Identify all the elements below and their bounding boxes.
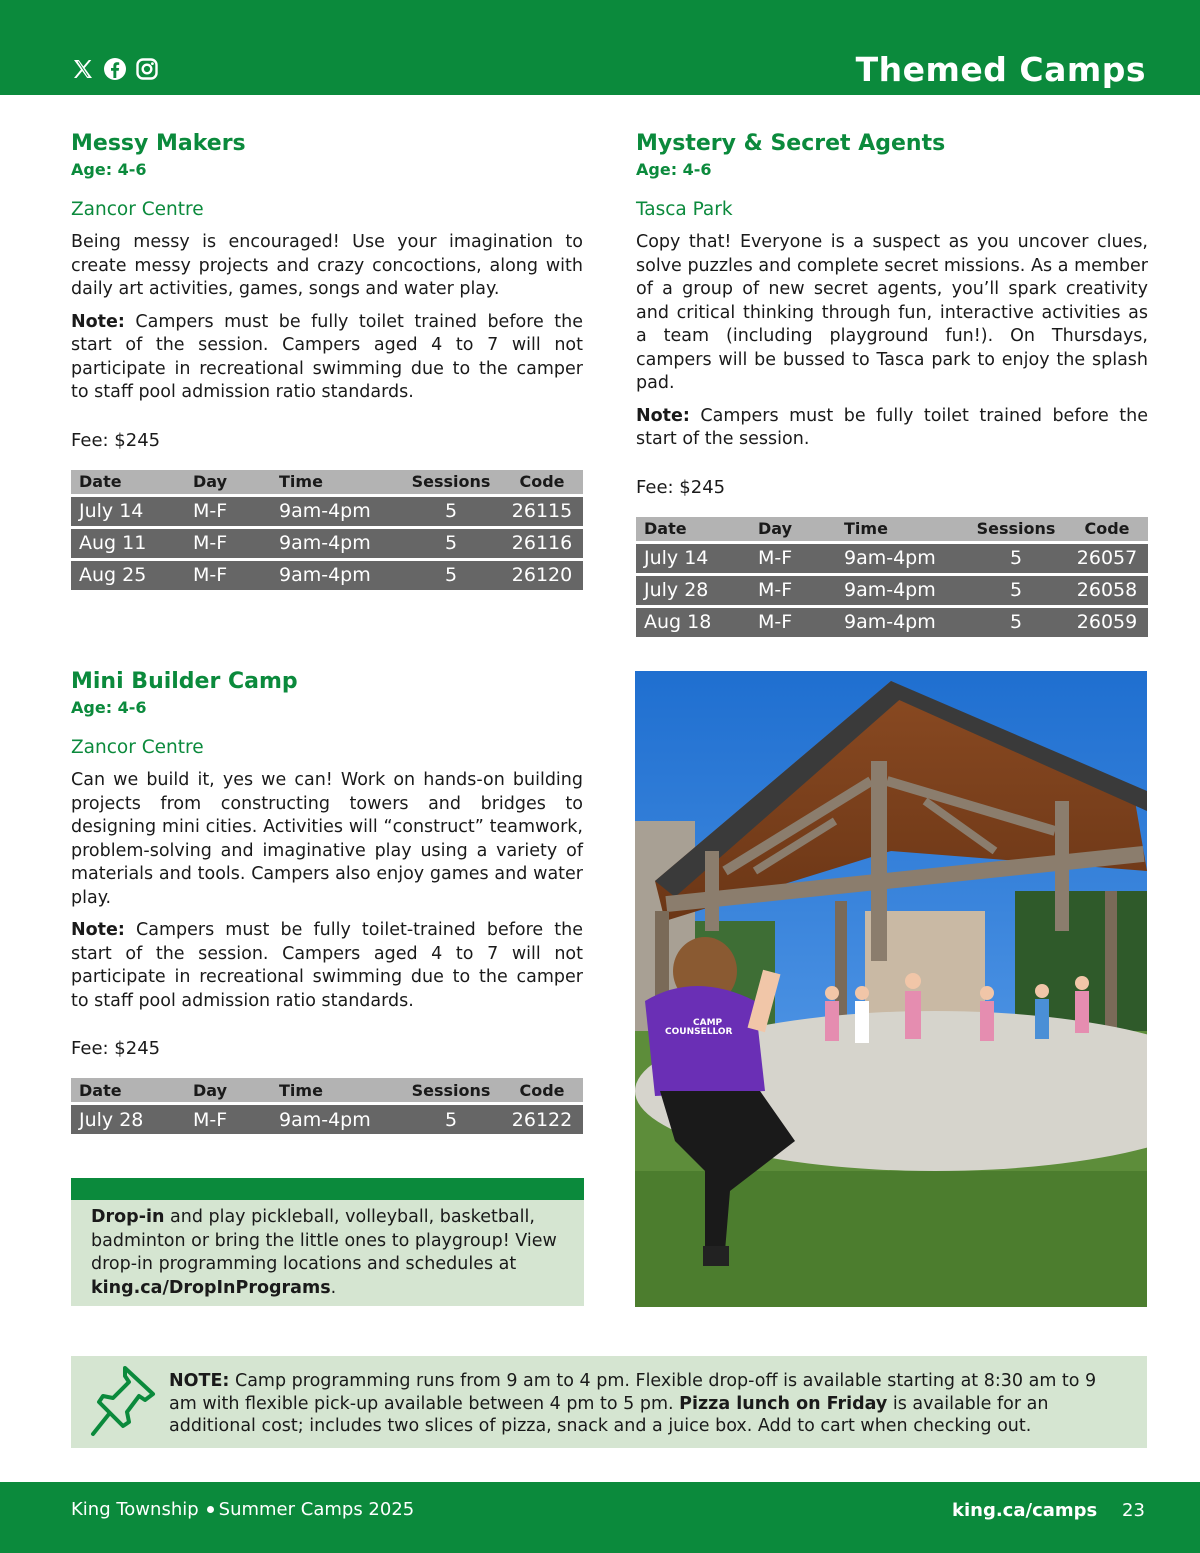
cell-time: 9am-4pm bbox=[836, 608, 966, 637]
cell-day: M-F bbox=[750, 608, 836, 637]
camp-messy-makers bbox=[71, 130, 583, 593]
note-text: Campers must be fully toilet-trained before the start of the session. Campers aged 4 to 7 will not participate in recreational swimming due to the camper to staff pool admission ratio standards. bbox=[71, 920, 583, 1011]
camp-age: Age: 4-6 bbox=[71, 698, 147, 717]
note-text: Campers must be fully toilet trained before the start of the session. bbox=[636, 405, 1148, 449]
note-text bbox=[169, 1370, 1129, 1438]
footer-bar bbox=[0, 1482, 1200, 1553]
cell-code: 26057 bbox=[1066, 544, 1148, 573]
cell-time: 9am-4pm bbox=[271, 561, 401, 590]
schedule-table bbox=[71, 1075, 583, 1137]
cell-day: M-F bbox=[185, 497, 271, 526]
camp-description: Being messy is encouraged! Use your imagination to create messy projects and crazy concoctions, along with daily art activities, games, songs and water play. bbox=[71, 232, 583, 299]
table-row bbox=[71, 561, 583, 590]
note-label: Note: bbox=[636, 405, 690, 426]
cell-sessions: 5 bbox=[966, 608, 1066, 637]
camp-description: Can we build it, yes we can! Work on hands-on building projects from constructing towers and bridges to designing mini cities. Activities will “construct” teamwork, problem-solving and imaginative play using a variety of materials and tools. Campers also enjoy games and water play. bbox=[71, 770, 583, 908]
camp-note bbox=[71, 311, 583, 405]
camp-photo bbox=[635, 671, 1147, 1307]
camp-location: Tasca Park bbox=[636, 199, 733, 220]
page-title: Themed Camps bbox=[855, 50, 1146, 89]
camp-fee: Fee: $245 bbox=[71, 429, 161, 451]
cell-time: 9am-4pm bbox=[271, 497, 401, 526]
cell-sessions: 5 bbox=[401, 1105, 501, 1134]
pushpin-icon bbox=[87, 1362, 161, 1449]
cell-code: 26115 bbox=[501, 497, 583, 526]
header-date: Date bbox=[636, 517, 750, 541]
table-row bbox=[636, 608, 1148, 637]
cell-sessions: 5 bbox=[401, 561, 501, 590]
header-bar bbox=[0, 0, 1200, 95]
camp-mystery-secret-agents bbox=[636, 130, 1148, 640]
header-day: Day bbox=[750, 517, 836, 541]
cell-sessions: 5 bbox=[966, 576, 1066, 605]
cell-date: July 28 bbox=[636, 576, 750, 605]
shirt-text: COUNSELLOR bbox=[665, 1027, 733, 1037]
table-row bbox=[71, 529, 583, 558]
footer-program: Summer Camps 2025 bbox=[218, 1499, 415, 1520]
cell-day: M-F bbox=[185, 561, 271, 590]
cell-time: 9am-4pm bbox=[836, 576, 966, 605]
header-date: Date bbox=[71, 470, 185, 494]
note-label: Note: bbox=[71, 920, 125, 940]
table-header-row bbox=[71, 470, 583, 494]
cell-date: Aug 25 bbox=[71, 561, 185, 590]
camp-title: Mystery & Secret Agents bbox=[636, 131, 946, 156]
header-sessions: Sessions bbox=[401, 1078, 501, 1102]
header-date: Date bbox=[71, 1078, 185, 1102]
header-code: Code bbox=[1066, 517, 1148, 541]
note-body: Camp programming runs from 9 am to 4 pm. Flexible drop-off is available starting at 8:30 am to 9 am with flexible pick-up available between 4 pm to 5 pm. bbox=[169, 1371, 1097, 1414]
camp-title: Mini Builder Camp bbox=[71, 669, 298, 694]
camp-location: Zancor Centre bbox=[71, 199, 204, 220]
dropin-end: . bbox=[330, 1277, 337, 1298]
camp-age: Age: 4-6 bbox=[636, 160, 712, 179]
camp-age: Age: 4-6 bbox=[71, 160, 147, 179]
dropin-bold: Drop-in bbox=[91, 1207, 165, 1227]
camp-note bbox=[71, 919, 583, 1013]
footer-org bbox=[71, 1499, 414, 1520]
header-sessions: Sessions bbox=[966, 517, 1066, 541]
x-icon[interactable] bbox=[70, 56, 96, 82]
note-callout bbox=[71, 1356, 1147, 1448]
header-code: Code bbox=[501, 1078, 583, 1102]
cell-day: M-F bbox=[750, 544, 836, 573]
note-label: NOTE: bbox=[169, 1371, 230, 1391]
page-number: 23 bbox=[1122, 1500, 1145, 1521]
header-code: Code bbox=[501, 470, 583, 494]
header-time: Time bbox=[836, 517, 966, 541]
dropin-link[interactable]: king.ca/DropInPrograms bbox=[91, 1277, 331, 1298]
facebook-icon[interactable] bbox=[102, 56, 128, 82]
cell-sessions: 5 bbox=[401, 529, 501, 558]
schedule-table bbox=[71, 467, 583, 593]
cell-day: M-F bbox=[750, 576, 836, 605]
header-time: Time bbox=[271, 1078, 401, 1102]
cell-code: 26058 bbox=[1066, 576, 1148, 605]
social-links bbox=[70, 56, 160, 82]
cell-day: M-F bbox=[185, 529, 271, 558]
header-day: Day bbox=[185, 1078, 271, 1102]
cell-day: M-F bbox=[185, 1105, 271, 1134]
dropin-callout bbox=[71, 1178, 584, 1306]
note-body-end: is available for an additional cost; includes two slices of pizza, snack and a juice box. Add to cart when checking out. bbox=[169, 1393, 1049, 1436]
note-pizza: Pizza lunch on Friday bbox=[679, 1393, 888, 1414]
dropin-bar bbox=[71, 1178, 584, 1200]
header-sessions: Sessions bbox=[401, 470, 501, 494]
cell-sessions: 5 bbox=[401, 497, 501, 526]
cell-sessions: 5 bbox=[966, 544, 1066, 573]
camp-title: Messy Makers bbox=[71, 131, 246, 156]
cell-date: July 28 bbox=[71, 1105, 185, 1134]
dropin-text bbox=[71, 1200, 584, 1300]
camp-fee: Fee: $245 bbox=[71, 1038, 161, 1059]
table-header-row bbox=[71, 1078, 583, 1102]
schedule-table bbox=[636, 514, 1148, 640]
note-text: Campers must be fully toilet trained before the start of the session. Campers aged 4 to 7 will not participate in recreational swimming due to the camper to staff pool admission ratio standards. bbox=[71, 311, 583, 402]
shirt-text: CAMP bbox=[693, 1018, 723, 1028]
cell-time: 9am-4pm bbox=[271, 529, 401, 558]
table-row bbox=[71, 1105, 583, 1134]
camp-location: Zancor Centre bbox=[71, 737, 204, 758]
footer-url[interactable]: king.ca/camps bbox=[952, 1500, 1098, 1521]
instagram-icon[interactable] bbox=[134, 56, 160, 82]
camp-note bbox=[636, 405, 1148, 452]
bullet-dot bbox=[207, 1506, 214, 1513]
cell-time: 9am-4pm bbox=[271, 1105, 401, 1134]
table-row bbox=[636, 576, 1148, 605]
header-time: Time bbox=[271, 470, 401, 494]
camp-mini-builder bbox=[71, 668, 583, 1137]
cell-date: July 14 bbox=[636, 544, 750, 573]
cell-code: 26116 bbox=[501, 529, 583, 558]
footer-org-name: King Township bbox=[71, 1499, 199, 1520]
camp-description: Copy that! Everyone is a suspect as you uncover clues, solve puzzles and complete secret missions. As a member of a group of new secret agents, you’ll spark creativity and critical thinking through fun, interactive activities as a team (including playground fun!). On Thursdays, campers will be bussed to Tasca park to enjoy the splash pad. bbox=[636, 232, 1148, 393]
table-row bbox=[71, 497, 583, 526]
dropin-body: and play pickleball, volleyball, basketball, badminton or bring the little ones to playgroup! View drop-in programming locations and schedules at bbox=[91, 1207, 557, 1274]
note-label: Note: bbox=[71, 311, 125, 332]
cell-date: Aug 18 bbox=[636, 608, 750, 637]
cell-time: 9am-4pm bbox=[836, 544, 966, 573]
cell-date: July 14 bbox=[71, 497, 185, 526]
cell-code: 26120 bbox=[501, 561, 583, 590]
cell-code: 26122 bbox=[501, 1105, 583, 1134]
table-row bbox=[636, 544, 1148, 573]
camp-fee: Fee: $245 bbox=[636, 476, 726, 498]
cell-date: Aug 11 bbox=[71, 529, 185, 558]
table-header-row bbox=[636, 517, 1148, 541]
header-day: Day bbox=[185, 470, 271, 494]
cell-code: 26059 bbox=[1066, 608, 1148, 637]
